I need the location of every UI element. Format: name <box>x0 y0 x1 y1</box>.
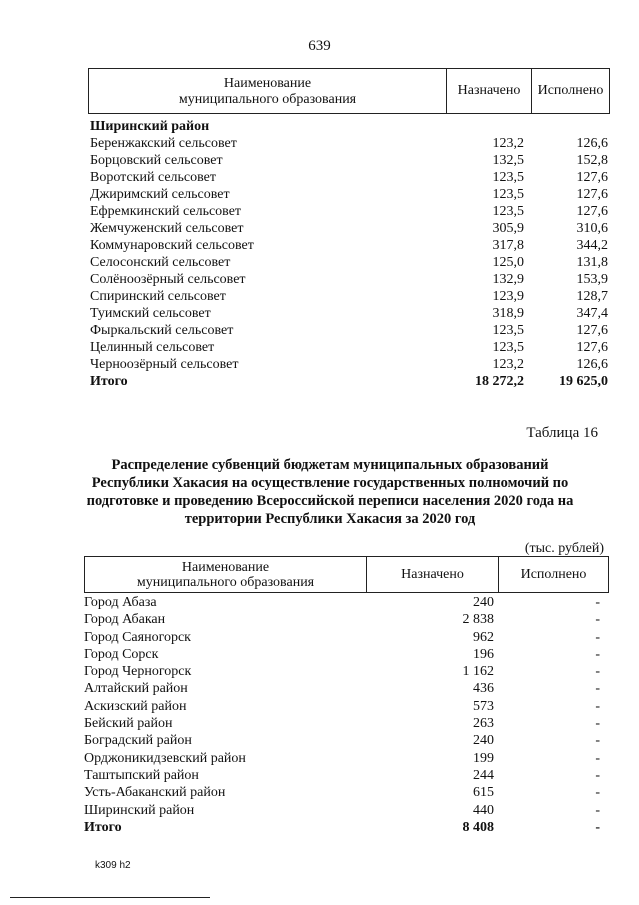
table1-total-executed: 19 625,0 <box>559 374 608 389</box>
table1-cell-executed: 153,9 <box>576 272 608 287</box>
table2-row <box>84 732 604 749</box>
table1-total-row <box>90 373 610 390</box>
table2-cell-assigned: 615 <box>473 785 494 801</box>
table1-row <box>90 237 610 254</box>
table2-cell-executed: - <box>595 595 600 610</box>
table1-total-assigned: 18 272,2 <box>475 374 524 389</box>
table2-cell-executed: - <box>595 612 600 628</box>
table1-cell-assigned: 318,9 <box>492 306 524 321</box>
table2-row <box>84 680 604 697</box>
table1-cell-assigned: 123,5 <box>492 340 524 355</box>
footer-divider <box>10 897 210 898</box>
table1-cell-executed: 127,6 <box>576 170 608 185</box>
table1-header-name <box>89 69 447 113</box>
table2-cell-assigned: 573 <box>473 698 494 714</box>
table1-cell-executed: 127,6 <box>576 187 608 202</box>
table2-row <box>84 802 604 819</box>
table2-cell-name: Усть-Абаканский район <box>84 785 226 801</box>
table1-cell-name: Борцовский сельсовет <box>90 153 223 168</box>
table1-row <box>90 203 610 220</box>
table1-cell-assigned: 123,5 <box>492 170 524 185</box>
table1-cell-name: Черноозёрный сельсовет <box>90 357 239 372</box>
table1-cell-executed: 344,2 <box>576 238 608 253</box>
table1-cell-executed: 128,7 <box>576 289 608 304</box>
table1-cell-executed: 127,6 <box>576 323 608 338</box>
table1-header <box>88 68 610 114</box>
table1-total-label: Итого <box>90 374 128 389</box>
table2-header-executed: Исполнено <box>520 566 587 582</box>
table1-cell-assigned: 123,2 <box>492 357 524 372</box>
table2-row <box>84 594 604 611</box>
table1-cell-assigned: 132,9 <box>492 272 524 287</box>
table2-cell-assigned: 2 838 <box>462 612 494 628</box>
table1-cell-name: Джиримский сельсовет <box>90 187 230 202</box>
table2-cell-executed: - <box>595 681 600 697</box>
table2-cell-executed: - <box>595 629 600 645</box>
table2-cell-name: Алтайский район <box>84 681 188 697</box>
table1-row <box>90 169 610 186</box>
table2-cell-name: Город Саяногорск <box>84 629 191 645</box>
table1-row <box>90 322 610 339</box>
table2-row <box>84 750 604 767</box>
table2-cell-executed: - <box>595 733 600 749</box>
table2-cell-executed: - <box>595 698 600 714</box>
table2-cell-assigned: 240 <box>473 733 494 749</box>
table2-row <box>84 663 604 680</box>
table2-total-assigned: 8 408 <box>462 819 494 835</box>
table1-cell-executed: 126,6 <box>576 357 608 372</box>
table2-cell-name: Город Черногорск <box>84 664 192 680</box>
table1-row <box>90 186 610 203</box>
table1-district-heading: Ширинский район <box>90 119 210 134</box>
table1-row <box>90 305 610 322</box>
page-number: 639 <box>308 38 331 54</box>
table2-cell-name: Город Абакан <box>84 612 166 628</box>
footer-code: k309 h2 <box>95 860 131 871</box>
table1-cell-executed: 131,8 <box>576 255 608 270</box>
table2-cell-assigned: 962 <box>473 629 494 645</box>
table2-total-executed: - <box>595 819 600 835</box>
table2-total-row <box>84 819 604 836</box>
table1-row <box>90 152 610 169</box>
table1-cell-assigned: 132,5 <box>492 153 524 168</box>
table2-header-name <box>85 557 367 592</box>
table2-cell-assigned: 196 <box>473 646 494 662</box>
table2-row <box>84 646 604 663</box>
table2-cell-name: Город Сорск <box>84 646 159 662</box>
table1-cell-name: Фыркальский сельсовет <box>90 323 234 338</box>
table2-cell-executed: - <box>595 664 600 680</box>
table1-cell-name: Коммунаровский сельсовет <box>90 238 254 253</box>
table2-header-name-line2: муниципального образования <box>136 575 315 590</box>
table2-row <box>84 611 604 628</box>
table1-row <box>90 135 610 152</box>
table1-cell-executed: 152,8 <box>576 153 608 168</box>
table2-row <box>84 698 604 715</box>
table1-cell-name: Солёноозёрный сельсовет <box>90 272 246 287</box>
table1-cell-assigned: 305,9 <box>492 221 524 236</box>
table2-header-assigned: Назначено <box>367 557 499 592</box>
table1-cell-name: Целинный сельсовет <box>90 340 215 355</box>
table2-row <box>84 629 604 646</box>
table1-cell-assigned: 123,2 <box>492 136 524 151</box>
table1-cell-executed: 127,6 <box>576 204 608 219</box>
table1-cell-name: Спиринский сельсовет <box>90 289 226 304</box>
table1-cell-assigned: 125,0 <box>492 255 524 270</box>
table1-row <box>90 288 610 305</box>
table2-cell-name: Орджоникидзевский район <box>84 750 246 766</box>
table2-cell-name: Ширинский район <box>84 802 195 818</box>
table1-header-executed: Исполнено <box>537 83 604 98</box>
table1-cell-executed: 310,6 <box>576 221 608 236</box>
table1-cell-executed: 126,6 <box>576 136 608 151</box>
table2-cell-name: Город Абаза <box>84 595 157 610</box>
table2-cell-assigned: 1 162 <box>462 664 494 680</box>
table2-cell-assigned: 263 <box>473 716 494 732</box>
table1-cell-assigned: 123,9 <box>492 289 524 304</box>
table2-cell-executed: - <box>595 767 600 783</box>
table1-cell-assigned: 123,5 <box>492 323 524 338</box>
table2-total-label: Итого <box>84 819 122 835</box>
table1-cell-assigned: 123,5 <box>492 204 524 219</box>
table1-row <box>90 356 610 373</box>
table1-header-name-line2: муниципального образования <box>178 92 357 107</box>
table2-row <box>84 784 604 801</box>
table2-cell-executed: - <box>595 750 600 766</box>
table2-row <box>84 715 604 732</box>
table1-row <box>90 271 610 288</box>
table2-units: (тыс. рублей) <box>524 541 604 556</box>
table2-cell-assigned: 240 <box>473 595 494 610</box>
table1-cell-name: Туимский сельсовет <box>90 306 211 321</box>
table2-cell-executed: - <box>595 785 600 801</box>
table2-header <box>84 556 609 593</box>
table2-cell-name: Бейский район <box>84 716 173 732</box>
table1-header-assigned: Назначено <box>447 69 532 113</box>
table2-cell-executed: - <box>595 716 600 732</box>
table1-rows <box>90 135 610 373</box>
table1-cell-name: Жемчуженский сельсовет <box>90 221 244 236</box>
table1-cell-assigned: 123,5 <box>492 187 524 202</box>
table2-cell-assigned: 436 <box>473 681 494 697</box>
table1-row <box>90 339 610 356</box>
table1-cell-executed: 347,4 <box>576 306 608 321</box>
table1-row <box>90 220 610 237</box>
table1-cell-name: Ефремкинский сельсовет <box>90 204 242 219</box>
table2-cell-executed: - <box>595 802 600 818</box>
table2-cell-name: Таштыпский район <box>84 767 199 783</box>
table2-title: Распределение субвенций бюджетам муниципальных образований Республики Хакасия на осуществление государственных полномочий по подготовке и проведению Всероссийской переписи населения 2020 года на территории Республики Хакасия за 2020 год <box>86 457 574 527</box>
table1-cell-name: Селосонский сельсовет <box>90 255 231 270</box>
table2-cell-assigned: 199 <box>473 750 494 766</box>
table2-header-name-line1: Наименование <box>181 560 270 575</box>
table2-body <box>84 594 604 836</box>
table2-cell-name: Боградский район <box>84 733 192 749</box>
table1-row <box>90 254 610 271</box>
table1-cell-name: Воротский сельсовет <box>90 170 216 185</box>
table2-rows <box>84 594 604 819</box>
table-label: Таблица 16 <box>526 425 598 441</box>
table2-cell-executed: - <box>595 646 600 662</box>
table1-header-name-line1: Наименование <box>223 76 312 91</box>
table2-cell-name: Аскизский район <box>84 698 187 714</box>
table2-row <box>84 767 604 784</box>
table1-body <box>90 118 610 390</box>
table2-cell-assigned: 440 <box>473 802 494 818</box>
table1-cell-assigned: 317,8 <box>492 238 524 253</box>
table2-cell-assigned: 244 <box>473 767 494 783</box>
table1-cell-executed: 127,6 <box>576 340 608 355</box>
table1-cell-name: Беренжакский сельсовет <box>90 136 237 151</box>
